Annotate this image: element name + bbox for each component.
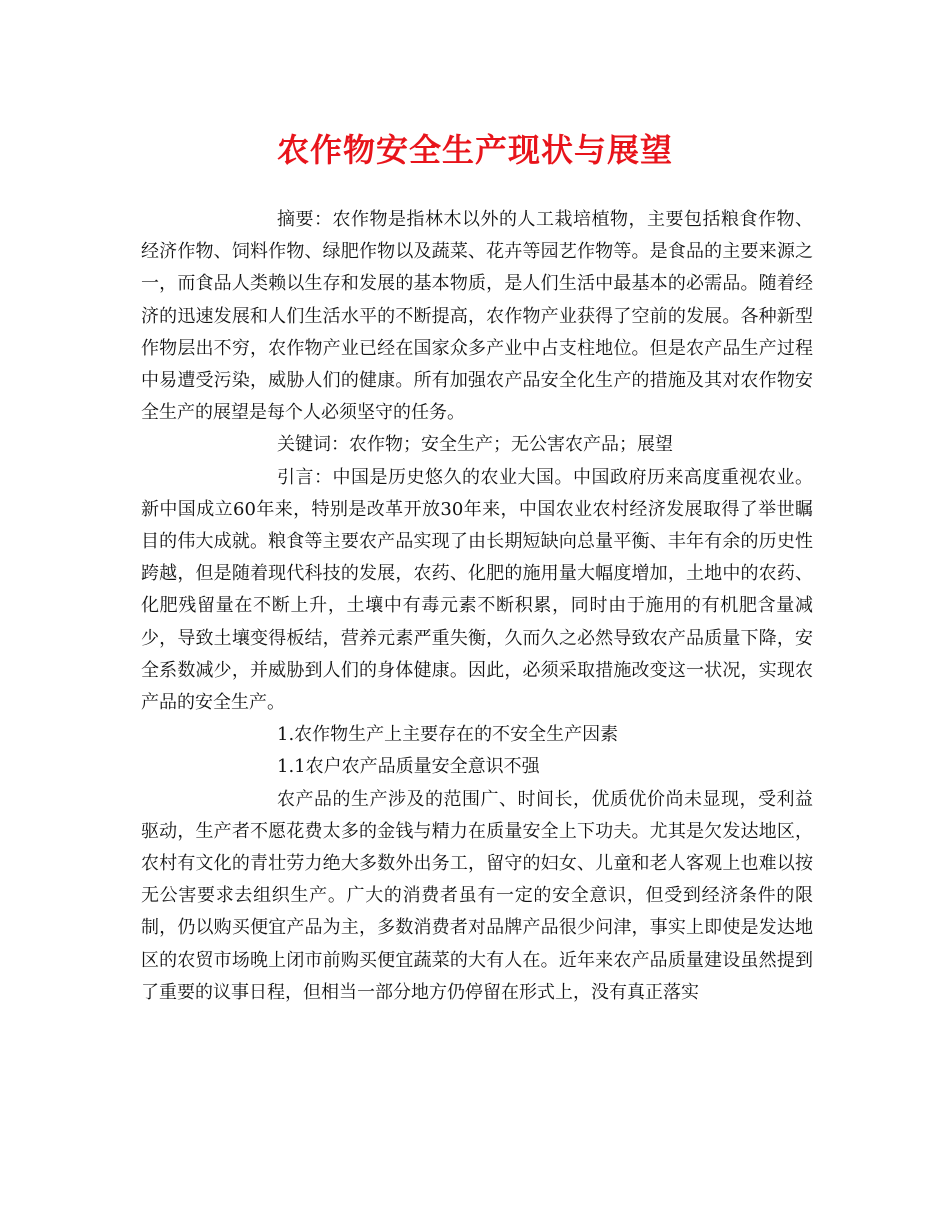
abstract-paragraph: 摘要：农作物是指林木以外的人工栽培植物，主要包括粮食作物、经济作物、饲料作物、绿肥作物以及蔬菜、花卉等园艺作物等。是食品的主要来源之一，而食品人类赖以生存和发展的基本物质，是人们生活中最基本的必需品。随着经济的迅速发展和人们生活水平的不断提高，农作物产业获得了空前的发展。各种新型作物层出不穷，农作物产业已经在国家众多产业中占支柱地位。但是农产品生产过程中易遭受污染，威胁人们的健康。所有加强农产品安全化生产的措施及其对农作物安全生产的展望是每个人必须坚守的任务。 bbox=[141, 209, 813, 424]
page-title: 农作物安全生产现状与展望 bbox=[276, 131, 673, 169]
introduction-paragraph: 引言：中国是历史悠久的农业大国。中国政府历来高度重视农业。新中国成立60年来，特别是改革开放30年来，中国农业农村经济发展取得了举世瞩目的伟大成就。粮食等主要农产品实现了由长期短缺向总量平衡、丰年有余的历史性跨越，但是随着现代科技的发展，农药、化肥的施用量大幅度增加，土地中的农药、化肥残留量在不断上升，土壤中有毒元素不断积累，同时由于施用的有机肥含量减少，导致土壤变得板结，营养元素严重失衡，久而久之必然导致农产品质量下降，安全系数减少，并威胁到人们的身体健康。因此，必须采取措施改变这一状况，实现农产品的安全生产。 bbox=[141, 466, 813, 714]
section-heading-1-1: 1.1农户农产品质量安全意识不强 bbox=[277, 756, 540, 778]
document-body bbox=[141, 204, 813, 1009]
body-paragraph: 农产品的生产涉及的范围广、时间长，优质优价尚未显现，受利益驱动，生产者不愿花费太多的金钱与精力在质量安全上下功夫。尤其是欠发达地区，农村有文化的青壮劳力绝大多数外出务工，留守的妇女、儿童和老人客观上也难以按无公害要求去组织生产。广大的消费者虽有一定的安全意识，但受到经济条件的限制，仍以购买便宜产品为主，多数消费者对品牌产品很少问津，事实上即使是发达地区的农贸市场晚上闭市前购买便宜蔬菜的大有人在。近年来农产品质量建设虽然提到了重要的议事日程，但相当一部分地方仍停留在形式上，没有真正落实 bbox=[141, 788, 813, 1003]
keywords-paragraph: 关键词：农作物；安全生产；无公害农产品；展望 bbox=[277, 434, 673, 456]
section-heading-1: 1.农作物生产上主要存在的不安全生产因素 bbox=[277, 724, 619, 746]
